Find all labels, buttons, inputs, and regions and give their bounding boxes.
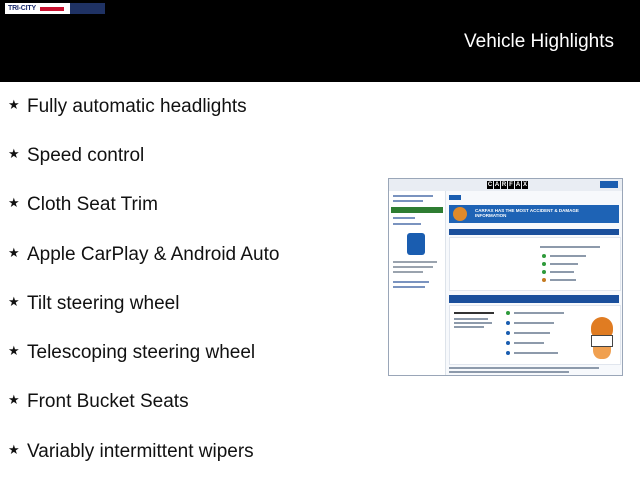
carfax-print-button[interactable] <box>600 181 618 188</box>
header-bar <box>0 0 640 82</box>
check-icon <box>506 351 510 355</box>
carfax-badge-icon <box>407 233 425 255</box>
sidebar-line <box>393 223 421 225</box>
panel-line <box>550 263 578 265</box>
panel-line <box>550 255 586 257</box>
feature-label: Apple CarPlay & Android Auto <box>27 244 280 265</box>
feature-label: Front Bucket Seats <box>27 391 189 412</box>
fox-icon <box>453 207 467 221</box>
sidebar-line <box>393 261 437 263</box>
sidebar-active-item[interactable] <box>391 207 443 213</box>
sidebar-line <box>393 195 433 197</box>
footer-line <box>449 371 569 373</box>
carfax-logo-letter: A <box>515 182 521 188</box>
star-icon: ★ <box>8 98 20 113</box>
panel-line <box>550 279 576 281</box>
logo-stripe <box>40 7 64 11</box>
star-icon: ★ <box>8 393 20 408</box>
check-icon <box>542 278 546 282</box>
sidebar-line <box>393 217 415 219</box>
carfax-logo-letter: X <box>522 182 527 188</box>
page-title: Vehicle Highlights <box>464 31 614 52</box>
panel-line <box>454 326 484 328</box>
check-icon <box>506 331 510 335</box>
section-bar <box>449 295 619 303</box>
check-icon <box>542 270 546 274</box>
carfax-sidebar <box>389 191 446 375</box>
star-icon: ★ <box>8 246 20 261</box>
sidebar-line <box>393 286 425 288</box>
panel-line <box>550 271 574 273</box>
panel-line <box>514 332 550 334</box>
panel-line <box>454 318 488 320</box>
panel-line <box>514 322 554 324</box>
check-icon <box>506 311 510 315</box>
feature-label: Fully automatic headlights <box>27 96 247 117</box>
sidebar-line <box>393 281 429 283</box>
sidebar-line <box>393 266 433 268</box>
banner-title: CARFAX HAS THE MOST ACCIDENT & DAMAGE INFORMATION <box>475 208 579 218</box>
sidebar-line <box>393 200 423 202</box>
panel-line <box>514 342 544 344</box>
check-icon <box>506 341 510 345</box>
star-icon: ★ <box>8 196 20 211</box>
carfax-tab[interactable] <box>449 195 461 200</box>
carfox-mascot-icon <box>589 317 615 361</box>
feature-label: Cloth Seat Trim <box>27 194 158 215</box>
feature-label: Variably intermittent wipers <box>27 441 254 462</box>
star-icon: ★ <box>8 147 20 162</box>
section-bar <box>449 229 619 235</box>
check-icon <box>542 262 546 266</box>
panel-line <box>514 352 558 354</box>
feature-label: Telescoping steering wheel <box>27 342 256 363</box>
panel-line <box>454 312 494 314</box>
footer-line <box>449 367 599 369</box>
check-icon <box>506 321 510 325</box>
feature-label: Speed control <box>27 145 145 166</box>
feature-label: Tilt steering wheel <box>27 293 180 314</box>
carfax-report-thumbnail[interactable] <box>388 178 623 376</box>
panel-line <box>540 246 600 248</box>
history-panel <box>449 237 621 291</box>
carfax-logo <box>487 181 529 189</box>
star-icon: ★ <box>8 295 20 310</box>
carfax-logo-letter: C <box>487 182 493 188</box>
carfax-logo-letter: F <box>509 182 513 188</box>
carfax-banner <box>449 205 619 223</box>
check-icon <box>542 254 546 258</box>
carfax-topbar <box>389 179 622 191</box>
carfax-logo-letter: A <box>494 182 500 188</box>
dealer-logo-text: TRI-CITY <box>8 5 36 12</box>
logo-banner <box>70 3 105 14</box>
panel-line <box>454 322 492 324</box>
sidebar-line <box>393 271 423 273</box>
star-icon: ★ <box>8 443 20 458</box>
dealer-logo[interactable] <box>5 3 105 14</box>
carfax-logo-letter: R <box>501 182 507 188</box>
panel-line <box>514 312 564 314</box>
star-icon: ★ <box>8 344 20 359</box>
